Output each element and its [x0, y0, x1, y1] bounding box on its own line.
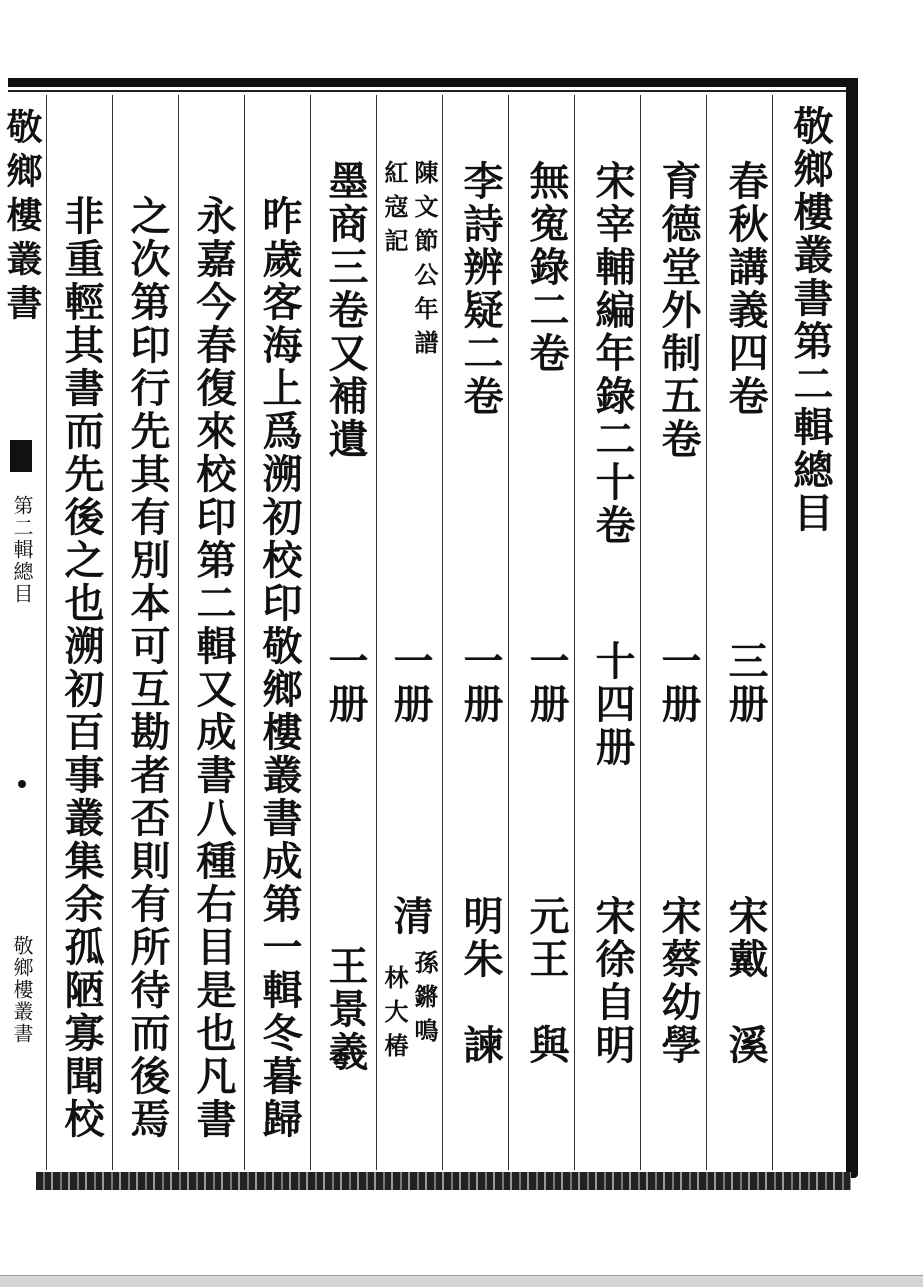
- entry-author: 宋徐自明: [589, 895, 636, 1067]
- entry-work: 育德堂外制五卷: [655, 160, 702, 461]
- frame-top-border: [8, 78, 851, 87]
- fishtail-mark: [10, 440, 32, 472]
- frame-right-border: [846, 78, 858, 1178]
- entry-author: 明朱 諫: [457, 895, 504, 1067]
- entry-volumes: 一册: [655, 640, 702, 726]
- column-rule: [46, 95, 47, 1170]
- entry-volumes: 一册: [322, 640, 369, 726]
- margin-dot: [18, 780, 26, 788]
- margin-footer: 敬鄉樓叢書: [10, 935, 34, 1045]
- column-rule: [706, 95, 707, 1170]
- column-rule: [244, 95, 245, 1170]
- column-rule: [508, 95, 509, 1170]
- column-rule: [376, 95, 377, 1170]
- entry-work: 墨商三卷又補遺: [322, 160, 369, 461]
- entry-volumes: 十四册: [589, 640, 636, 769]
- entry-author-line1: 孫鏘鳴: [410, 950, 439, 1052]
- frame-top-inner-border: [8, 90, 851, 92]
- entry-work-line1: 陳文節公年譜: [410, 160, 439, 364]
- entry-volumes: 一册: [387, 640, 434, 726]
- column-rule: [112, 95, 113, 1170]
- column-rule: [178, 95, 179, 1170]
- margin-title: 敬鄉樓叢書: [1, 108, 43, 328]
- preface-line: 非重輕其書而先後之也溯初百事叢集余孤陋寡聞校: [58, 195, 105, 1141]
- column-rule: [442, 95, 443, 1170]
- entry-volumes: 一册: [457, 640, 504, 726]
- column-rule: [574, 95, 575, 1170]
- entry-work-line2: 紅寇記: [380, 160, 409, 262]
- preface-line: 之次第印行先其有別本可互勘者否則有所待而後焉: [124, 195, 171, 1141]
- entry-author: 宋戴 溪: [722, 895, 769, 1067]
- entry-work: 無寃錄二卷: [523, 160, 570, 375]
- entry-author-dynasty: 清: [387, 895, 434, 938]
- column-rule: [772, 95, 773, 1170]
- entry-author: 宋蔡幼學: [655, 895, 702, 1067]
- column-rule: [310, 95, 311, 1170]
- frame-bottom-border: [36, 1172, 851, 1190]
- page-title: 敬鄉樓叢書第二輯總目: [787, 105, 834, 535]
- preface-line: 永嘉今春復來校印第二輯又成書八種右目是也凡書: [190, 195, 237, 1141]
- entry-author: 王景羲: [322, 945, 369, 1074]
- page-bottom-edge: [0, 1275, 923, 1287]
- margin-subtitle: 第二輯總目: [10, 495, 34, 605]
- entry-work: 李詩辨疑二卷: [457, 160, 504, 418]
- entry-volumes: 一册: [523, 640, 570, 726]
- entry-author: 元王 與: [523, 895, 570, 1067]
- entry-work: 春秋講義四卷: [722, 160, 769, 418]
- entry-work: 宋宰輔編年錄二十卷: [589, 160, 636, 547]
- column-rule: [640, 95, 641, 1170]
- preface-line: 昨歲客海上爲溯初校印敬鄉樓叢書成第一輯冬暮歸: [256, 195, 303, 1141]
- entry-author-line2: 林大椿: [380, 965, 409, 1067]
- entry-volumes: 三册: [722, 640, 769, 726]
